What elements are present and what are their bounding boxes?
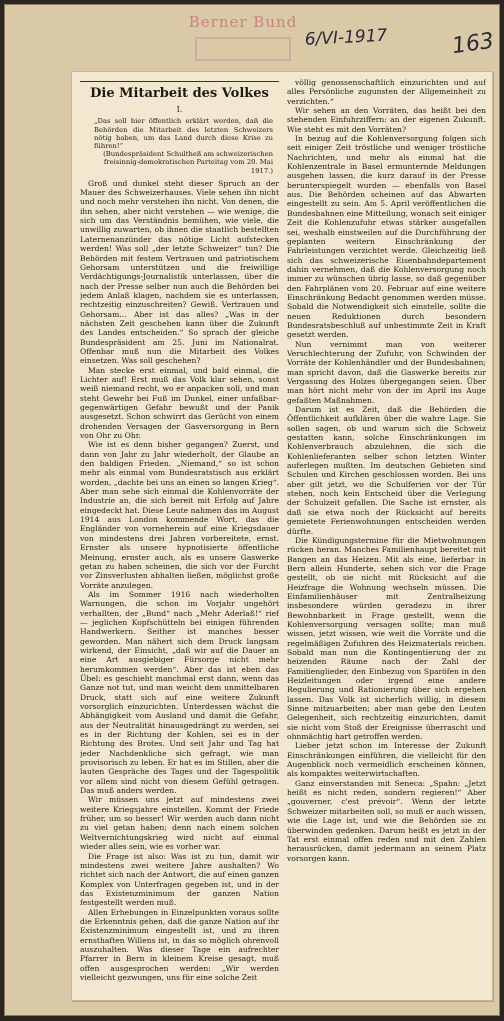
paragraph: völlig genossenschaftlich einzurichten und auf alles Persönliche zugunsten der Allgemeinheit zu verzichten.“	[287, 78, 486, 106]
paragraph: Wie ist es denn bisher gegangen? Zuerst, und dann von Jahr zu Jahr wiederholt, der Glaube an den baldigen Frieden. „Niemand,“ so ist schon mehr als einmal vom Bundesratstisch aus erklärt worden, „dachte bei uns an einen so langen Krieg“. Aber man sehe sich einmal die Kohlenvorräte der Industrie an, die sich bereit mit Erfolg auf Jahre eingedeckt hat. Diese Leute nahmen das im August 1914 aus London kommende Wort, das die Engländer von vorneherein auf eine Kriegsdauer von mindestens drei Jahren vorbereitete, ernst. Ernster als unsere hypnotisierte öffentliche Meinung, ernster auch, als es unsere Gaswerke getan zu haben scheinen, die sich vor der Furcht vor Zinsverlusten abhalten ließen, möglichst große Vorräte anzulegen.	[80, 440, 279, 590]
paragraph: Nun vernimmt man von weiterer Verschlechterung der Zufuhr, von Schwinden der Vorräte der Kohlenhändler und der Bundesbahnen; man spricht davon, daß die Gaswerke bereits zur Vergasung des Holzes übergegangen seien. Über man hört nicht mehr von der im April ins Auge gefaßten Maßnahmen.	[287, 339, 486, 405]
section-number: I.	[176, 105, 183, 114]
paragraph: Darum ist es Zeit, daß die Behörden die Öffentlichkeit aufklären über die wahre Lage. Sie sollen sagen, ob und warum sich die Schweiz gestatten kann, solche Einschränkungen im Kohlenverbrauch abzulehnen, die sich die Kohlenlieferanten selber schon letzten Winter auferlegen mußten. Im deutschen Gebieten sind Schulen und Kirchen geschlossen worden. Bei uns aber gilt jetzt, wo die Schulferien vor der Tür stehen, noch kein Entscheid über die Verlegung der Schulzeit gefallen. Die Sache ist ernster, als daß sie etwa noch der Rücksicht auf bereits gemietete Ferienwohnungen entscheiden werden dürfte.	[287, 405, 486, 536]
handwritten-page-number: 163	[450, 28, 496, 60]
paragraph: Allen Erhebungen in Einzelpunkten voraus sollte die Erkenntnis gehen, daß die ganze Nation auf ihr Existenzminimum eingestellt ist, und zu ihren ernsthaften Willens ist, in das so möglich ohrenvoll auszuhalten. Was dieser Tage ein aufrechter Pfarrer in Bern in kleinem Kreise gesagt, muß offen ausgesprochen werden: „Wir werden vielleicht gezwungen, uns für eine solche Zeit	[80, 907, 279, 982]
archive-stamp: Berner Bund	[188, 13, 298, 31]
epigraph-text: „Das soll hier öffentlich erklärt werden, daß die Behörden die Mitarbeit des letzten Schweizers nötig haben, um das Land durch diese Krise zu führen!“	[94, 117, 273, 150]
epigraph	[94, 117, 273, 174]
paragraph: Wir sehen an den Vorräten, das heißt bei den stehenden Einfuhrziffern: an der eigenen Zukunft. Wie steht es mit den Vorräten?	[287, 106, 486, 134]
stamp-frame	[195, 37, 291, 61]
paragraph: Man stecke erst einmal, und bald einmal, die Lichter auf! Erst muß das Volk klar sehen, sonst weiß niemand recht, wo er anpacken soll, und man steht Gewehr bei Fuß im Dunkel, einer unfaßbar-gegenwärtigen Gefahr bewußt und der Panik ausgesetzt. Schon schwirrt das Gerücht von einem drohenden Versagen der Gasversorgung in Bern von Ohr zu Ohr.	[80, 365, 279, 441]
paragraph: Die Frage ist also: Was ist zu tun, damit wir mindestens zwei weitere Jahre aushalten? Wo richtet sich nach der Antwort, die auf einen ganzen Komplex von Unterfragen gegeben ist, und in der das Existenzminimum der ganzen Nation festgestellt werden muß.	[80, 851, 279, 908]
column-left	[80, 78, 279, 994]
paragraph: Groß und dunkel steht dieser Spruch an der Mauer des Schweizerhauses. Viele sehen ihn nicht und noch mehr verstehen ihn nicht. Von denen, die ihn sehen, aber nicht verstehen — wie wenige, die sich um das Verständnis bemühen, wie viele, die unwillig zuwarten, ob ihnen die staatlich bestellten Laternenanzünder das nötige Licht aufstecken werden! Was soll „der letzte Schweizer“ tun? Die Behörden mit festem Vertrauen und patriotischem Gehorsam unterstützen und die freiwillige Verdächtigungs-Journalistik unterlassen, über die nach der Presse selber nun auch die Behörden bei jedem Anlaß klagen, nachdem sie es unterlassen, rechtzeitig einzuschreiten? Gewiß. Vertrauen und Gehorsam… Aber ist das alles? „Was in der nächsten Zeit geschehen kann über die Zukunft des Landes entscheiden.“ So sprach der gleiche Bundespräsident am 25. Juni im Nationalrat. Offenbar muß nun die Mitarbeit des Volkes einsetzen. Was soll geschehen?	[80, 178, 279, 366]
top-rule	[80, 81, 279, 82]
newspaper-clipping	[71, 71, 493, 1001]
article-headline: Die Mitarbeit des Volkes	[90, 86, 269, 101]
paragraph: Als im Sommer 1916 nach wiederholten Warnungen, die schon im Vorjahr ungehört verhallten, der „Bund“ nach „Mehr Aderlaß!“ rief — jeglichen Kopfschütteln bei einigen führenden Handwerkern. Seither ist manches besser geworden. Man nähert sich dem Druck langsam wirkend, der Einsicht, „daß wir auf die Dauer an eine Art ausgiebiger Fürsorge nicht mehr herumkommen werden“. Aber das ist eben das Übel: es geschieht manchmal erst dann, wenn das Ganze not tut, und man weicht dem unmittelbaren Druck, statt sich auf eine weitere Zukunft vorsorglich einzurichten. Unterdessen wächst die Abhängigkeit vom Ausland und damit die Gefahr, aus der Neutralität hinausgedrängt zu werden, sei es in der Richtung der Kohlen, sei es in der Richtung des Brotes. Und seit Jahr und Tag hat jeder Nachdenkliche sich gefragt, wie man provisorisch zu leben. Er hat es im Stillen, aber die lauten Gespräche des Tages und der Tagespolitik vor allem sind nicht von diesem Gefühl getragen. Das muß anders werden.	[80, 589, 279, 796]
paragraph: Ganz einverstanden mit Seneca: „Spahn: „Jetzt heißt es nicht reden, sondern regieren!“ Aber „gouverner, c'est prévoir“. Wenn der letzte Schweizer mitarbeiten soll, so muß er auch wissen, wie die Lage ist, und wie die Behörden sie zu überwinden gedenken. Darum heißt es jetzt in der Tat erst einmal offen reden und mit den Zahlen herausrücken, damit jedermann an seinem Platz vorsorgen kann.	[287, 778, 486, 863]
paragraph: In bezug auf die Kohlenversorgung folgen sich seit einiger Zeit tröstliche und weniger tröstliche Nachrichten, und mehr als einmal hat die Kohlenzentrale in Basel ermunternde Meldungen ausgehen lassen, die kurz darauf in der Presse berunterspiegelt wurden — ebenfalls von Basel aus. Die Behörden scheinen auf das Abwarten eingestellt zu sein. Am 5. April veröffentlichen die Bundesbahnen eine Mitteilung, wonach seit einiger Zeit die Kohlenzufuhr etwas stärker ausgefallen sei, weshalb einstweilen auf die Durchführung der geplanten weitern Einschränkung der Fahrleistungen verzichtet werde. Gleichzeitig ließ sich das schweizerische Eisenbahndepartement dahin vernehmen, daß die Kohlenversorgung noch immer zu wünschen übrig lasse, so daß gegenüber den Fahrplänen vom 20. Februar auf eine weitere Einschränkung Bedacht genommen werden müsse. Sobald die Notwendigkeit sich einstelle, sollte die neuen Reduktionen durch besondern Bundesratsbeschluß auf unbestimmte Zeit in Kraft gesetzt werden.	[287, 134, 486, 340]
archive-board	[4, 4, 500, 1016]
epigraph-source: (Bundespräsident Schultheß am schweizerischen freisinnig-demokratischen Parteitag vom 20. Mai 1917.)	[103, 150, 273, 175]
paragraph: Wir müssen uns jetzt auf mindestens zwei weitere Kriegsjahre einstellen. Kommt der Friede früher, um so besser! Wir werden auch dann nicht zu viel getan haben; denn nach einem solchen Weltvernichtungskrieg wird nicht auf einmal wieder alles sein, wie es vorher war.	[80, 795, 279, 852]
handwritten-date: 6/VI-1917	[304, 25, 388, 50]
column-right	[287, 78, 486, 994]
paragraph: Die Kündigungstermine für die Mietwohnungen rücken heran. Manches Familienhaupt bereitet mit Bangen an das Heizen. Mit als eine, lieferbar in Bern allein Hunderte, sehen sich vor die Frage gestellt, ob sie nicht mit Rücksicht auf die Heizfrage die Wohnung wechseln müssen. Die Einfamilienhäuser mit Zentralheizung insbesondere würden geradezu in ihrer Bewohnbarkeit in Frage gestellt, wenn die Kohlenversorgung versagen sollte; man muß wissen, jetzt wissen, wie weit die Vorräte und die regelmäßigen Zufuhren des Heizmaterials reichen. Sobald man nun die Kontingentierung der zu heizenden Räume nach der Zahl der Familienglieder, den Einbezug von Sparöfen in den Heizleitungen oder irgend eine andere Regulierung und Rationierung über sich ergehen lassen. Das Volk ist sicherlich willig, in diesem Sinne mitzuarbeiten; aber man gebe den Leuten Gelegenheit, sich rechtzeitig einzurichten, damit sie nicht vom Stoß der Ereignisse überrascht und ohnmächtig hart getroffen werden.	[287, 535, 486, 742]
paragraph: Lieber jetzt schon im Interesse der Zukunft Einschränkungen einführen, die vielleicht für den Augenblick noch vermeidlich erscheinen können, als kompaktes weiterwirtschaften.	[287, 741, 486, 779]
